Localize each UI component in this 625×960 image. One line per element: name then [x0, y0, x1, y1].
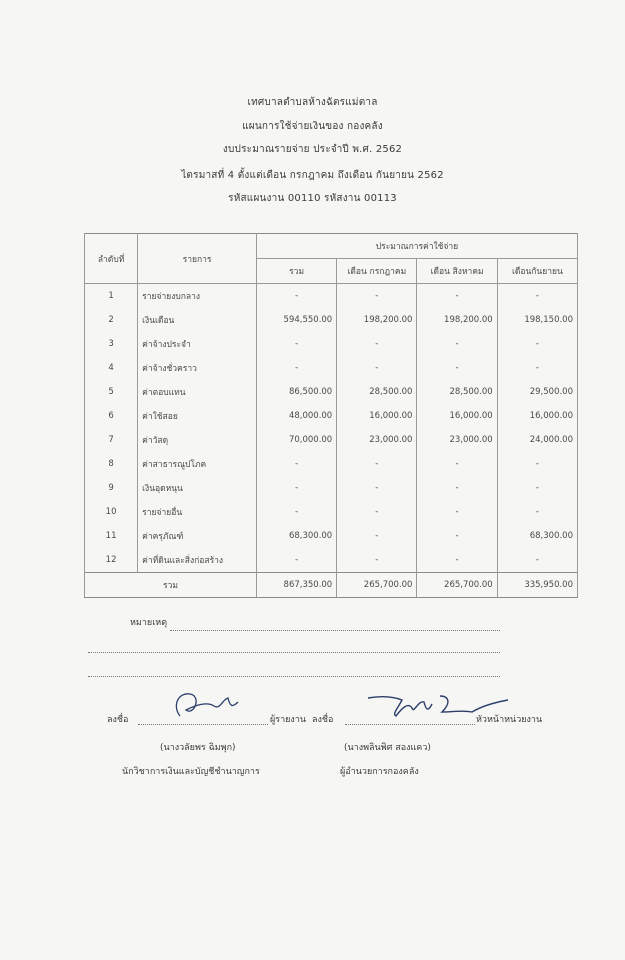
row-september: - — [497, 548, 577, 573]
row-total: 68,300.00 — [256, 524, 336, 548]
row-item: ค่าวัสดุ — [138, 428, 257, 452]
row-july: - — [337, 332, 417, 356]
table-row — [85, 524, 578, 548]
row-september: 29,500.00 — [497, 380, 577, 404]
row-august: - — [417, 500, 497, 524]
col-header-august: เดือน สิงหาคม — [417, 259, 497, 284]
row-total: - — [256, 332, 336, 356]
row-august: - — [417, 452, 497, 476]
row-september: 24,000.00 — [497, 428, 577, 452]
row-september: - — [497, 332, 577, 356]
row-no: 4 — [85, 356, 138, 380]
table-row — [85, 404, 578, 428]
row-september: 198,150.00 — [497, 308, 577, 332]
header-quarter: ไตรมาสที่ 4 ตั้งแต่เดือน กรกฎาคม ถึงเดือน กันยายน 2562 — [181, 170, 444, 181]
row-august: 23,000.00 — [417, 428, 497, 452]
row-august: - — [417, 548, 497, 573]
row-no: 12 — [85, 548, 138, 573]
row-august: - — [417, 476, 497, 500]
row-total: - — [256, 476, 336, 500]
row-no: 9 — [85, 476, 138, 500]
right-sign-prefix: ลงชื่อ — [312, 715, 334, 725]
left-sign-role: ผู้รายงาน — [270, 715, 307, 725]
row-august: - — [417, 284, 497, 309]
row-item: ค่าตอบแทน — [138, 380, 257, 404]
right-sign-line — [345, 724, 475, 725]
table-row — [85, 548, 578, 573]
row-total: 48,000.00 — [256, 404, 336, 428]
row-no: 1 — [85, 284, 138, 309]
row-item: ค่าจ้างประจำ — [138, 332, 257, 356]
remark-label: หมายเหตุ — [130, 618, 168, 628]
left-signature-scribble — [168, 686, 253, 726]
row-no: 3 — [85, 332, 138, 356]
row-no: 6 — [85, 404, 138, 428]
right-sign-name: (นางพลินพิศ สองแคว) — [344, 743, 431, 753]
row-august: - — [417, 332, 497, 356]
row-july: 23,000.00 — [337, 428, 417, 452]
col-header-group: ประมาณการค่าใช้จ่าย — [256, 234, 577, 259]
row-no: 7 — [85, 428, 138, 452]
row-august: 198,200.00 — [417, 308, 497, 332]
expense-plan-table — [84, 233, 578, 598]
row-july: 198,200.00 — [337, 308, 417, 332]
sum-total: 867,350.00 — [256, 573, 336, 598]
table-row — [85, 284, 578, 309]
row-item: ค่าสาธารณูปโภค — [138, 452, 257, 476]
row-item: เงินอุดหนุน — [138, 476, 257, 500]
row-september: 16,000.00 — [497, 404, 577, 428]
row-no: 10 — [85, 500, 138, 524]
col-header-july: เดือน กรกฎาคม — [337, 259, 417, 284]
header-org: เทศบาลตำบลห้างฉัตรแม่ตาล — [247, 97, 378, 108]
sum-july: 265,700.00 — [337, 573, 417, 598]
row-item: รายจ่ายงบกลาง — [138, 284, 257, 309]
row-total: 70,000.00 — [256, 428, 336, 452]
row-no: 5 — [85, 380, 138, 404]
sum-august: 265,700.00 — [417, 573, 497, 598]
table-row — [85, 428, 578, 452]
table-row — [85, 476, 578, 500]
col-header-total: รวม — [256, 259, 336, 284]
sum-label: รวม — [85, 573, 257, 598]
row-september: 68,300.00 — [497, 524, 577, 548]
row-august: 28,500.00 — [417, 380, 497, 404]
row-september: - — [497, 452, 577, 476]
row-july: - — [337, 452, 417, 476]
row-july: - — [337, 476, 417, 500]
row-august: - — [417, 356, 497, 380]
row-july: - — [337, 356, 417, 380]
table-row — [85, 332, 578, 356]
row-august: - — [417, 524, 497, 548]
row-july: - — [337, 524, 417, 548]
row-no: 8 — [85, 452, 138, 476]
left-sign-position: นักวิชาการเงินและบัญชีชำนาญการ — [122, 767, 260, 777]
row-august: 16,000.00 — [417, 404, 497, 428]
row-total: - — [256, 500, 336, 524]
row-item: รายจ่ายอื่น — [138, 500, 257, 524]
row-september: - — [497, 500, 577, 524]
right-sign-role: หัวหน้าหน่วยงาน — [476, 715, 543, 725]
left-sign-name: (นางวลัยพร ฉิมพุก) — [160, 743, 236, 753]
row-item: ค่าจ้างชั่วคราว — [138, 356, 257, 380]
row-july: - — [337, 284, 417, 309]
header-plan: แผนการใช้จ่ายเงินของ กองคลัง — [242, 121, 383, 132]
remark-line-1 — [170, 630, 500, 631]
row-item: ค่าที่ดินและสิ่งก่อสร้าง — [138, 548, 257, 573]
row-no: 11 — [85, 524, 138, 548]
row-july: 16,000.00 — [337, 404, 417, 428]
row-total: - — [256, 452, 336, 476]
row-total: - — [256, 548, 336, 573]
header-budget: งบประมาณรายจ่าย ประจำปี พ.ศ. 2562 — [222, 144, 403, 155]
row-september: - — [497, 476, 577, 500]
right-sign-position: ผู้อำนวยการกองคลัง — [340, 767, 419, 777]
left-sign-prefix: ลงชื่อ — [107, 715, 129, 725]
row-september: - — [497, 356, 577, 380]
col-header-september: เดือนกันยายน — [497, 259, 577, 284]
col-header-item: รายการ — [138, 234, 257, 284]
sum-september: 335,950.00 — [497, 573, 577, 598]
row-july: - — [337, 500, 417, 524]
table-row — [85, 380, 578, 404]
row-total: - — [256, 356, 336, 380]
table-row — [85, 308, 578, 332]
row-item: เงินเดือน — [138, 308, 257, 332]
table-row — [85, 356, 578, 380]
row-no: 2 — [85, 308, 138, 332]
row-total: - — [256, 284, 336, 309]
header-codes: รหัสแผนงาน 00110 รหัสงาน 00113 — [228, 193, 397, 204]
row-september: - — [497, 284, 577, 309]
table-row — [85, 452, 578, 476]
row-item: ค่าครุภัณฑ์ — [138, 524, 257, 548]
row-july: - — [337, 548, 417, 573]
row-july: 28,500.00 — [337, 380, 417, 404]
table-row — [85, 500, 578, 524]
col-header-no: ลำดับที่ — [85, 234, 138, 284]
remark-line-3 — [88, 676, 500, 677]
row-total: 86,500.00 — [256, 380, 336, 404]
row-total: 594,550.00 — [256, 308, 336, 332]
remark-line-2 — [88, 652, 500, 653]
row-item: ค่าใช้สอย — [138, 404, 257, 428]
